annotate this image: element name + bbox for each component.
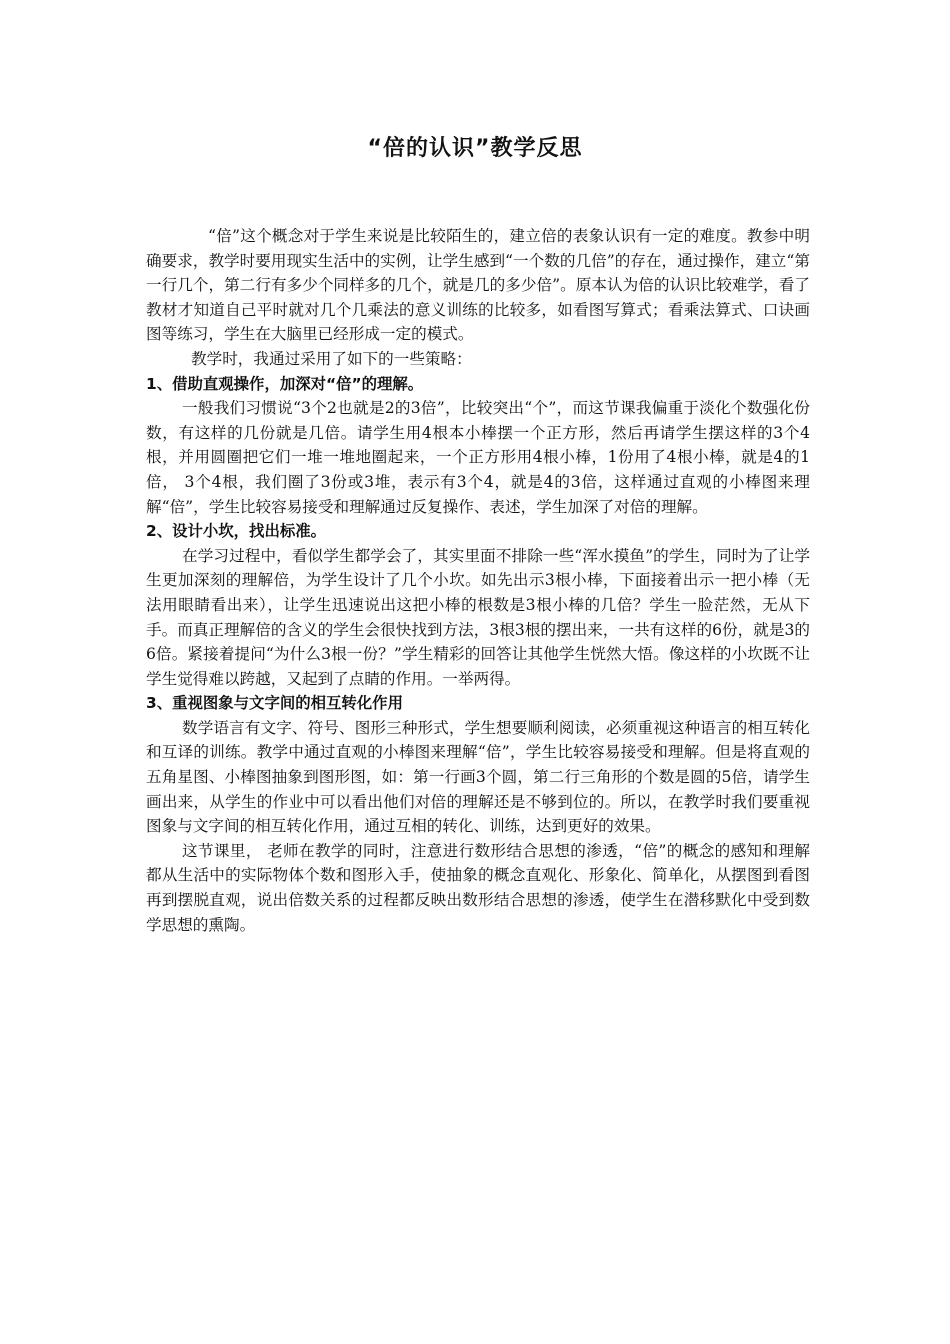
section-3-paragraph: 数学语言有文字、符号、图形三种形式，学生想要顺利阅读，必须重视这种语言的相互转化和互译的训练。教学中通过直观的小棒图来理解“倍”，学生比较容易接受和理解。但是将直观的五角星图、小棒图抽象到图形图，如：第一行画3个圆，第二行三角形的个数是圆的5倍，请学生画出来，从学生的作业中可以看出他们对倍的理解还是不够到位的。所以，在教学时我们要重视图象与文字间的相互转化作用，通过互相的转化、训练，达到更好的效果。 bbox=[146, 718, 810, 836]
document-title: “倍的认识”教学反思 bbox=[367, 136, 583, 161]
document-body bbox=[146, 224, 810, 937]
intro-paragraph: “倍”这个概念对于学生来说是比较陌生的，建立倍的表象认识有一定的难度。教参中明确要求，教学时要用现实生活中的实例，让学生感到“一个数的几倍”的存在，通过操作，建立“第一行几个，第二行有多少个同样多的几个，就是几的多少倍”。原本认为倍的认识比较难学，看了教材才知道自己平时就对几个几乘法的意义训练的比较多，如看图写算式；看乘法算式、口诀画图等练习，学生在大脑里已经形成一定的模式。 bbox=[146, 227, 810, 344]
conclusion-paragraph: 这节课里， 老师在教学的同时，注意进行数形结合思想的渗透，“倍”的概念的感知和理解都从生活中的实际物体个数和图形入手，使抽象的概念直观化、形象化、简单化，从摆图到看图再到摆脱直观，说出倍数关系的过程都反映出数形结合思想的渗透，使学生在潜移默化中受到数学思想的熏陶。 bbox=[146, 841, 810, 934]
strategy-lead-paragraph: 教学时，我通过采用了如下的一些策略： bbox=[191, 349, 472, 368]
section-3-heading: 3、重视图象与文字间的相互转化作用 bbox=[146, 694, 403, 713]
section-2-paragraph: 在学习过程中，看似学生都学会了，其实里面不排除一些“浑水摸鱼”的学生，同时为了让学生更加深刻的理解倍，为学生设计了几个小坎。如先出示3根小棒，下面接着出示一把小棒（无法用眼睛看出来），让学生迅速说出这把小棒的根数是3根小棒的几倍？学生一脸茫然，无从下手。而真正理解倍的含义的学生会很快找到方法，3根3根的摆出来，一共有这样的6份，就是3的6倍。紧接着提问“为什么3根一份？”学生精彩的回答让其他学生恍然大悟。像这样的小坎既不让学生觉得难以跨越，又起到了点睛的作用。一举两得。 bbox=[146, 546, 810, 688]
section-1-paragraph: 一般我们习惯说“3个2也就是2的3倍”，比较突出“个”，而这节课我偏重于淡化个数强化份数，有这样的几份就是几倍。请学生用4根本小棒摆一个正方形，然后再请学生摆这样的3个4根，并用圆圈把它们一堆一堆地圈起来，一个正方形用4根小棒，1份用了4根小棒，就是4的1倍， 3个4根，我们圈了3份或3堆，表示有3个4，就是4的3倍，这样通过直观的小棒图来理解“倍”，学生比较容易接受和理解通过反复操作、表述，学生加深了对倍的理解。 bbox=[146, 399, 810, 516]
section-1-heading: 1、借助直观操作，加深对“倍”的理解。 bbox=[146, 374, 424, 393]
section-2-heading: 2、设计小坎，找出标准。 bbox=[146, 522, 327, 541]
